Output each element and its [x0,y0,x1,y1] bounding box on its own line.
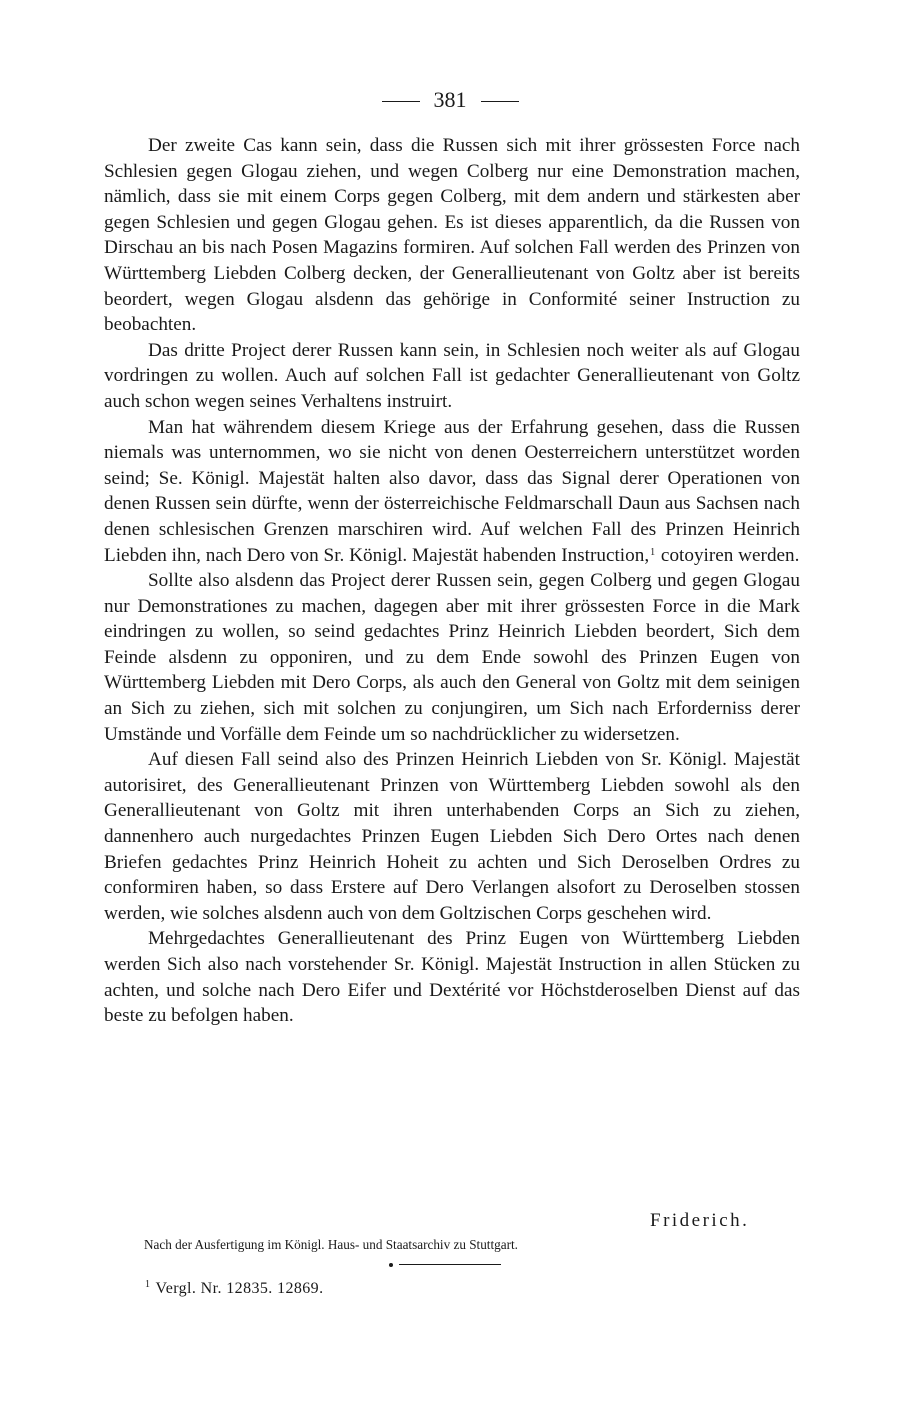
footnote [144,1278,323,1300]
paragraph: Mehrgedachtes Generallieutenant des Prinz Eugen von Württemberg Liebden werden Sich also nach vorstehender Sr. Königl. Majestät Instruction in allen Stücken zu achten, und solche nach Dero Eifer und Dextérité vor Höchstderoselben Dienst auf das beste zu befolgen haben. [104,928,800,1027]
footnote-marker: 1 [145,1279,151,1290]
footnote-text: Vergl. Nr. 12835. 12869. [151,1280,324,1297]
paragraph: Der zweite Cas kann sein, dass die Russen sich mit ihrer grössesten Force nach Schlesien gegen Glogau ziehen, und wegen Colberg nur eine Demonstration machen, nämlich, dass sie mit einem Corps gegen Colberg, mit dem andern und stärkesten aber gegen Schlesien und gegen Glogau gehen. Es ist dieses apparentlich, da die Russen von Dirschau an bis nach Posen Magazins formiren. Auf solchen Fall werden des Prinzen von Württemberg Liebden Colberg decken, der Generallieutenant von Goltz aber ist bereits beordert, wegen Glogau alsdenn das gehörige in Conformité seiner Instruction zu beobachten. [104,135,800,336]
signature: Friderich. [650,1210,750,1231]
footnote-marker: 1 [650,546,656,558]
paragraph: Das dritte Project derer Russen kann sein, in Schlesien noch weiter als auf Glogau vordringen zu wollen. Auch auf solchen Fall ist gedachter Generallieutenant von Goltz auch schon wegen seines Verhaltens instruirt. [104,339,800,412]
page-number: 381 [433,87,467,112]
header-dash-left [382,101,420,102]
separator-line [399,1264,501,1265]
paragraph-text: Man hat währendem diesem Kriege aus der Erfahrung gesehen, dass die Russen niemals was unternommen, wo sie nicht von denen Oesterreichern unterstützet worden seind; Se. Königl. Majestät halten also davor, dass das Signal derer Operationen von denen Russen sein dürfte, wenn der österreichische Feldmarschall Daun aus Sachsen nach denen schlesischen Grenzen marschiren wird. Auf welchen Fall des Prinzen Heinrich Liebden ihn, nach Dero von Sr. Königl. Majestät habenden Instruction, [104,416,800,566]
paragraph: Sollte also alsdenn das Project derer Russen sein, gegen Colberg und gegen Glogau nur Demonstrationes zu machen, dagegen aber mit ihrer grössesten Force in die Mark eindringen zu wollen, so seind gedachtes Prinz Heinrich Liebden beordert, Sich dem Feinde alsdenn zu opponiren, und zu dem Ende sowohl des Prinzen Eugen von Württemberg Liebden mit Dero Corps, als auch den General von Goltz mit dem seinigen an Sich zu ziehen, sich mit solchen zu conjungiren, um Sich nach Erforderniss derer Umstände und Vorfälle dem Feinde um so nachdrücklicher zu widersetzen. [104,570,800,745]
footnote-separator [389,1262,501,1268]
body-text [104,133,800,1029]
source-note: Nach der Ausfertigung im Königl. Haus- und Staatsarchiv zu Stuttgart. [144,1237,518,1252]
page-header [0,86,900,114]
paragraph-text: cotoyiren werden. [656,544,800,566]
separator-dot [389,1263,393,1267]
header-dash-right [481,101,519,102]
paragraph: Auf diesen Fall seind also des Prinzen Heinrich Liebden von Sr. Königl. Majestät autorisiret, des Generallieutenant Prinzen von Württemberg Liebden sowohl als den Generallieutenant von Goltz mit ihren unterhabenden Corps an Sich zu ziehen, dannenhero auch nurgedachtes Prinzen Eugen Liebden Sich Dero Ortes nach denen Briefen gedachtes Prinz Heinrich Hoheit zu achten und Sich Deroselben Ordres zu conformiren haben, so dass Erstere auf Dero Verlangen alsofort zu Deroselben stossen werden, wie solches alsdenn auch von dem Goltzischen Corps geschehen wird. [104,749,800,924]
paragraph [104,415,800,569]
